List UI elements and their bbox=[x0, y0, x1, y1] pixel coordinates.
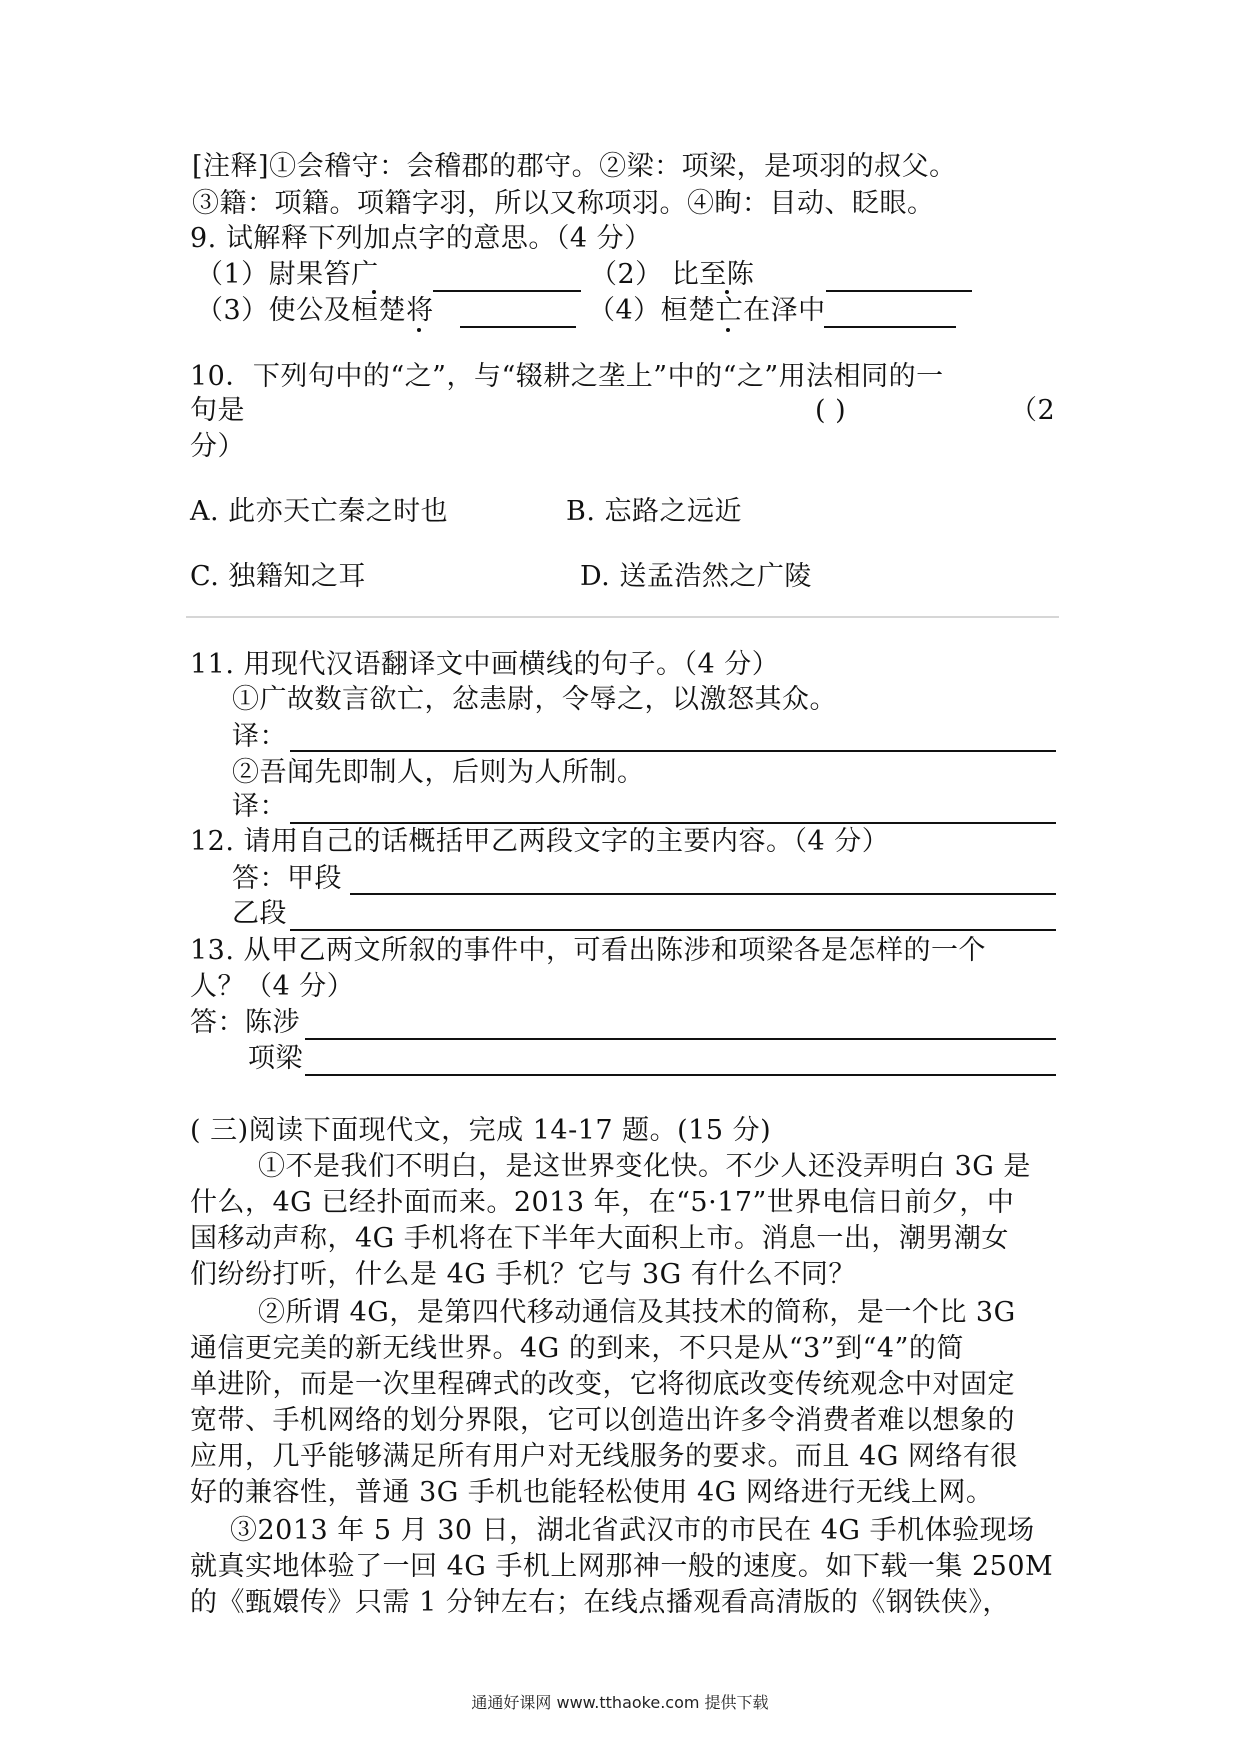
q12-answer-line-2[interactable] bbox=[290, 929, 1056, 931]
divider bbox=[186, 616, 1059, 618]
q12-answer-label-1: 答：甲段 bbox=[232, 863, 342, 894]
paragraph-line: 什么，4G 已经扑面而来。2013 年，在“5·17”世界电信日前夕，中 bbox=[190, 1187, 1015, 1218]
paragraph-line: 就真实地体验了一回 4G 手机上网那神一般的速度。如下载一集 250M bbox=[190, 1551, 1054, 1582]
q13-stem-line-1: 13. 从甲乙两文所叙的事件中，可看出陈涉和项梁各是怎样的一个 bbox=[190, 935, 987, 966]
q10-score: （2 bbox=[1010, 395, 1056, 426]
q9-answer-blank-3[interactable] bbox=[460, 326, 576, 328]
paragraph-line: 们纷纷打听，什么是 4G 手机？它与 3G 有什么不同？ bbox=[190, 1259, 856, 1290]
paragraph-line: 的《甄嬛传》只需 1 分钟左右；在线点播观看高清版的《钢铁侠》， bbox=[190, 1587, 1010, 1618]
q9-item-1: （1）尉果笞广 bbox=[196, 259, 379, 290]
q9-item-2: （2） 比至陈 bbox=[590, 259, 755, 290]
note-line-1: [注释]①会稽守：会稽郡的郡守。②梁：项梁，是项羽的叔父。 bbox=[192, 151, 957, 182]
q9-stem: 9. 试解释下列加点字的意思。（4 分） bbox=[190, 223, 652, 254]
paragraph-line: 宽带、手机网络的划分界限，它可以创造出许多令消费者难以想象的 bbox=[190, 1405, 1015, 1436]
q11-answer-line-1[interactable] bbox=[290, 750, 1056, 752]
paragraph-line: ②所谓 4G，是第四代移动通信及其技术的简称，是一个比 3G bbox=[258, 1297, 1016, 1328]
paragraph-line: 国移动声称，4G 手机将在下半年大面积上市。消息一出，潮男潮女 bbox=[190, 1223, 1009, 1254]
q11-translate-label-2: 译： bbox=[232, 791, 287, 822]
paragraph-line: 通信更完美的新无线世界。4G 的到来，不只是从“3”到“4”的简 bbox=[190, 1333, 964, 1364]
paragraph-line: 好的兼容性，普通 3G 手机也能轻松使用 4G 网络进行无线上网。 bbox=[190, 1477, 994, 1508]
q13-answer-line-1[interactable] bbox=[305, 1038, 1056, 1040]
q10-stem-line-3: 分） bbox=[190, 431, 245, 462]
paragraph-line: 应用，几乎能够满足所有用户对无线服务的要求。而且 4G 网络有很 bbox=[190, 1441, 1018, 1472]
q10-stem-line-1: 10．下列句中的“之”，与“辍耕之垄上”中的“之”用法相同的一 bbox=[190, 361, 944, 392]
q13-answer-label-1: 答：陈涉 bbox=[190, 1007, 300, 1038]
paragraph-line: 单进阶，而是一次里程碑式的改变，它将彻底改变传统观念中对固定 bbox=[190, 1369, 1015, 1400]
q12-answer-label-2: 乙段 bbox=[232, 898, 287, 929]
q9-answer-blank-2[interactable] bbox=[826, 290, 972, 292]
q13-answer-label-2: 项梁 bbox=[248, 1043, 303, 1074]
q11-sentence-1: ①广故数言欲亡，忿恚尉，令辱之，以激怒其众。 bbox=[232, 684, 837, 715]
q10-stem-line-2: 句是 bbox=[190, 395, 245, 426]
footer-source: 通通好课网 www.tthaoke.com 提供下载 bbox=[471, 1693, 769, 1712]
q11-answer-line-2[interactable] bbox=[290, 822, 1056, 824]
paragraph-line: ③2013 年 5 月 30 日，湖北省武汉市的市民在 4G 手机体验现场 bbox=[230, 1515, 1035, 1546]
emphasis-dot bbox=[726, 328, 730, 332]
q10-option-b: B. 忘路之远近 bbox=[566, 496, 743, 527]
q11-translate-label-1: 译： bbox=[232, 721, 287, 752]
q9-item-3: （3）使公及桓楚将 bbox=[196, 295, 434, 326]
q13-stem-line-2: 人？（4 分） bbox=[190, 971, 355, 1002]
q12-stem: 12. 请用自己的话概括甲乙两段文字的主要内容。（4 分） bbox=[190, 826, 890, 857]
q13-answer-line-2[interactable] bbox=[305, 1074, 1056, 1076]
q9-item-4: （4）桓楚亡在泽中 bbox=[588, 295, 826, 326]
paragraph-line: ①不是我们不明白，是这世界变化快。不少人还没弄明白 3G 是 bbox=[258, 1151, 1031, 1182]
q12-answer-line-1[interactable] bbox=[350, 893, 1056, 895]
q10-option-a: A. 此亦天亡秦之时也 bbox=[190, 496, 449, 527]
q9-answer-blank-1[interactable] bbox=[433, 290, 581, 292]
q10-option-c: C. 独籍知之耳 bbox=[190, 561, 366, 592]
section-3-heading: ( 三)阅读下面现代文，完成 14-17 题。(15 分) bbox=[190, 1115, 772, 1146]
q11-sentence-2: ②吾闻先即制人，后则为人所制。 bbox=[232, 757, 645, 788]
q10-answer-paren[interactable]: ( ) bbox=[815, 395, 847, 426]
q10-option-d: D. 送孟浩然之广陵 bbox=[580, 561, 812, 592]
q9-answer-blank-4[interactable] bbox=[824, 326, 956, 328]
q11-stem: 11. 用现代汉语翻译文中画横线的句子。（4 分） bbox=[190, 649, 780, 680]
emphasis-dot bbox=[417, 328, 421, 332]
note-line-2: ③籍：项籍。项籍字羽，所以又称项羽。④眴：目动、眨眼。 bbox=[192, 188, 935, 219]
